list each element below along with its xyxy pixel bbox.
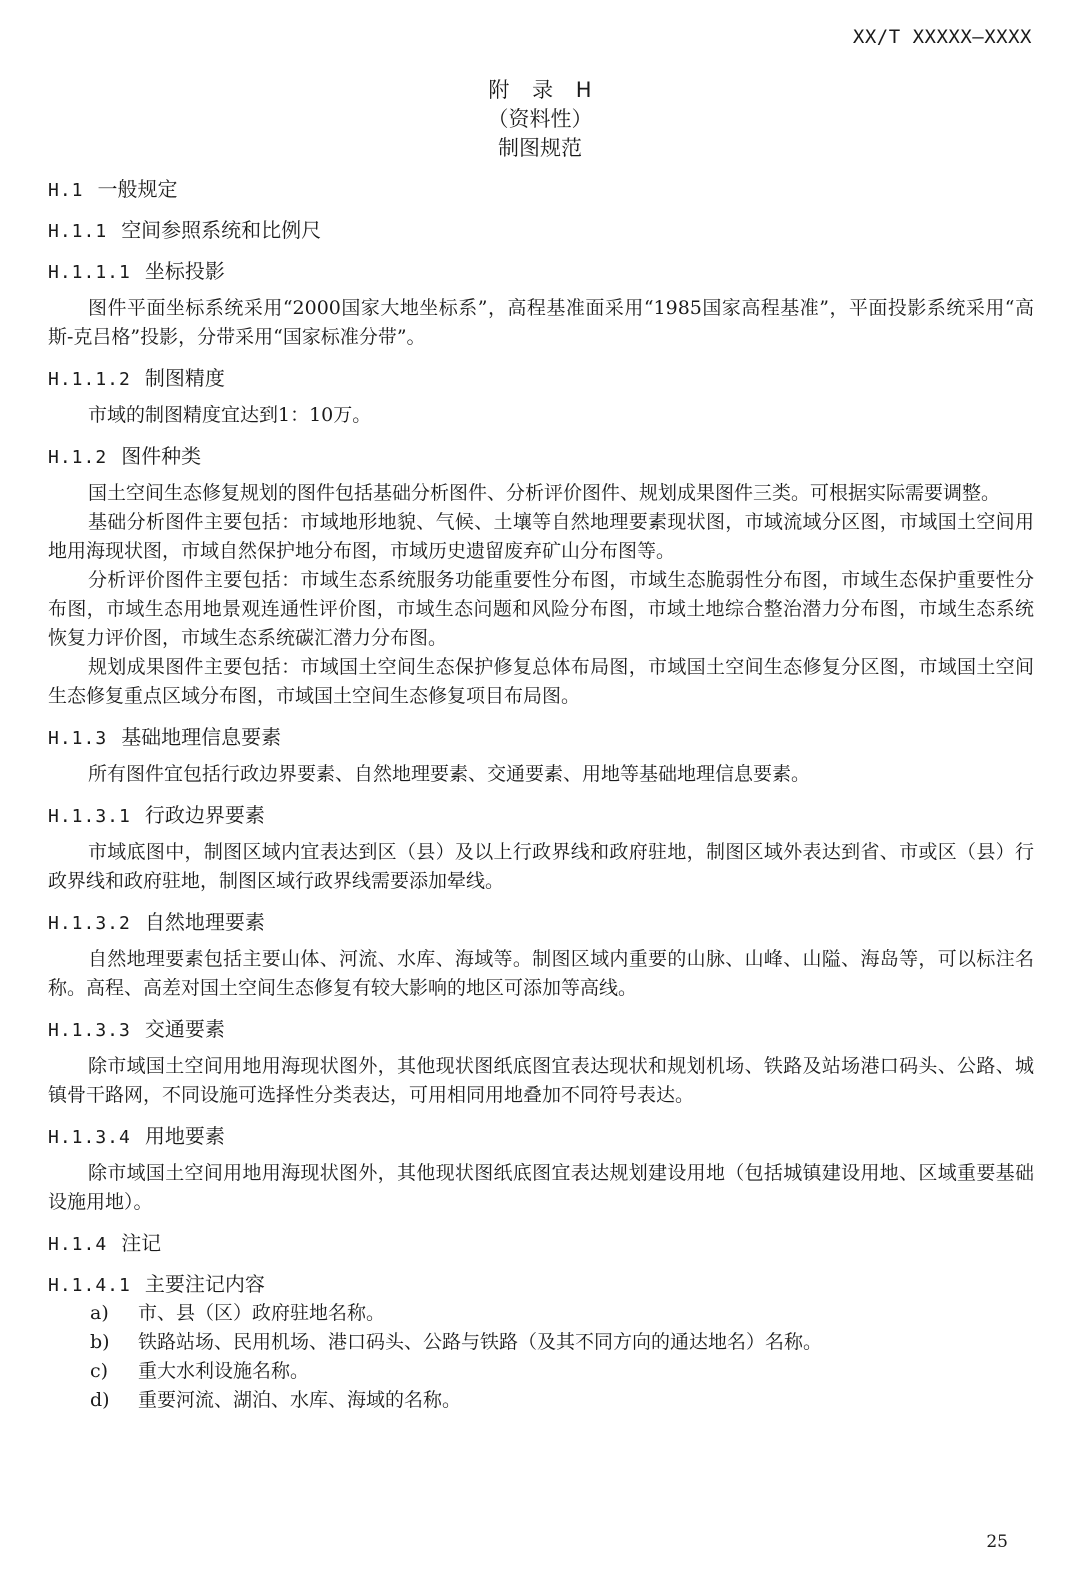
- section-title: 制图精度: [144, 366, 225, 390]
- paragraph: 市域的制图精度宜达到1：10万。: [88, 404, 372, 426]
- appendix-name: 制图规范: [498, 136, 582, 160]
- section-heading-h1-2: [48, 441, 1034, 471]
- list-marker: c): [90, 1360, 109, 1382]
- paragraph: 除市域国土空间用地用海现状图外，其他现状图纸底图宜表达现状和规划机场、铁路及站场港口码头、公路、城镇骨干路网，不同设施可选择性分类表达，可用相同用地叠加不同符号表达。: [48, 1055, 1034, 1106]
- annotation-list: [48, 1299, 1034, 1415]
- paragraph: 国土空间生态修复规划的图件包括基础分析图件、分析评价图件、规划成果图件三类。可根据实际需要调整。: [88, 482, 1001, 504]
- section-number: H.1.3.4: [48, 1127, 131, 1148]
- section-title: 图件种类: [121, 444, 202, 468]
- section-heading-h1: [48, 174, 1034, 204]
- section-heading-h1-1-1: [48, 256, 1034, 286]
- paragraph: 所有图件宜包括行政边界要素、自然地理要素、交通要素、用地等基础地理信息要素。: [88, 763, 811, 785]
- document-body: [48, 174, 1034, 1415]
- list-item: [48, 1299, 1034, 1328]
- list-item-text: 市、县（区）政府驻地名称。: [138, 1302, 386, 1324]
- section-number: H.1.3.2: [48, 913, 131, 934]
- section-heading-h1-4-1: [48, 1269, 1034, 1299]
- section-number: H.1.4: [48, 1234, 108, 1255]
- section-title: 交通要素: [144, 1017, 225, 1041]
- list-item: [48, 1357, 1034, 1386]
- section-title: 自然地理要素: [144, 910, 265, 934]
- section-number: H.1.1: [48, 221, 108, 242]
- section-heading-h1-3-2: [48, 907, 1034, 937]
- appendix-title: 附 录 H: [488, 78, 600, 102]
- appendix-heading: [0, 76, 1080, 163]
- section-title: 一般规定: [97, 177, 178, 201]
- section-number: H.1.1.2: [48, 369, 131, 390]
- list-item: [48, 1386, 1034, 1415]
- section-heading-h1-3-4: [48, 1121, 1034, 1151]
- list-item-text: 重要河流、湖泊、水库、海域的名称。: [138, 1389, 462, 1411]
- paragraph: 市域底图中，制图区域内宜表达到区（县）及以上行政界线和政府驻地，制图区域外表达到省、市或区（县）行政界线和政府驻地，制图区域行政界线需要添加晕线。: [48, 841, 1034, 892]
- paragraph: 自然地理要素包括主要山体、河流、水库、海域等。制图区域内重要的山脉、山峰、山隘、海岛等，可以标注名称。高程、高差对国土空间生态修复有较大影响的地区可添加等高线。: [48, 948, 1034, 999]
- appendix-nature: （资料性）: [487, 107, 593, 131]
- section-number: H.1.1.1: [48, 262, 131, 283]
- list-item-text: 铁路站场、民用机场、港口码头、公路与铁路（及其不同方向的通达地名）名称。: [138, 1331, 823, 1353]
- section-title: 基础地理信息要素: [121, 725, 282, 749]
- section-heading-h1-3-3: [48, 1014, 1034, 1044]
- paragraph: 基础分析图件主要包括：市域地形地貌、气候、土壤等自然地理要素现状图，市域流域分区图，市域国土空间用地用海现状图，市域自然保护地分布图，市域历史遗留废弃矿山分布图等。: [48, 511, 1034, 562]
- section-heading-h1-3-1: [48, 800, 1034, 830]
- list-item-text: 重大水利设施名称。: [138, 1360, 310, 1382]
- paragraph: 规划成果图件主要包括：市域国土空间生态保护修复总体布局图，市域国土空间生态修复分区图，市域国土空间生态修复重点区域分布图，市域国土空间生态修复项目布局图。: [48, 656, 1034, 707]
- section-number: H.1: [48, 180, 84, 201]
- list-item: [48, 1328, 1034, 1357]
- section-title: 坐标投影: [144, 259, 225, 283]
- section-heading-h1-4: [48, 1228, 1034, 1258]
- section-title: 注记: [121, 1231, 162, 1255]
- section-number: H.1.3.1: [48, 806, 131, 827]
- section-title: 主要注记内容: [144, 1272, 265, 1296]
- section-heading-h1-3: [48, 722, 1034, 752]
- section-number: H.1.3: [48, 728, 108, 749]
- page-number: 25: [986, 1532, 1008, 1552]
- list-marker: d): [90, 1389, 110, 1411]
- list-marker: a): [90, 1302, 109, 1324]
- paragraph: 除市域国土空间用地用海现状图外，其他现状图纸底图宜表达规划建设用地（包括城镇建设用地、区域重要基础设施用地）。: [48, 1162, 1034, 1213]
- paragraph: 分析评价图件主要包括：市域生态系统服务功能重要性分布图，市域生态脆弱性分布图，市域生态保护重要性分布图，市域生态用地景观连通性评价图，市域生态问题和风险分布图，市域土地综合整治潜力分布图，市域生态系统恢复力评价图，市域生态系统碳汇潜力分布图。: [48, 569, 1034, 649]
- section-title: 用地要素: [144, 1124, 225, 1148]
- standard-code: XX/T XXXXX—XXXX: [852, 26, 1032, 48]
- section-number: H.1.4.1: [48, 1275, 131, 1296]
- section-title: 空间参照系统和比例尺: [121, 218, 322, 242]
- section-number: H.1.3.3: [48, 1020, 131, 1041]
- paragraph: 图件平面坐标系统采用“2000国家大地坐标系”，高程基准面采用“1985国家高程基准”，平面投影系统采用“高斯-克吕格”投影，分带采用“国家标准分带”。: [48, 297, 1034, 348]
- section-number: H.1.2: [48, 447, 108, 468]
- section-title: 行政边界要素: [144, 803, 265, 827]
- list-marker: b): [90, 1331, 110, 1353]
- section-heading-h1-1: [48, 215, 1034, 245]
- section-heading-h1-1-2: [48, 363, 1034, 393]
